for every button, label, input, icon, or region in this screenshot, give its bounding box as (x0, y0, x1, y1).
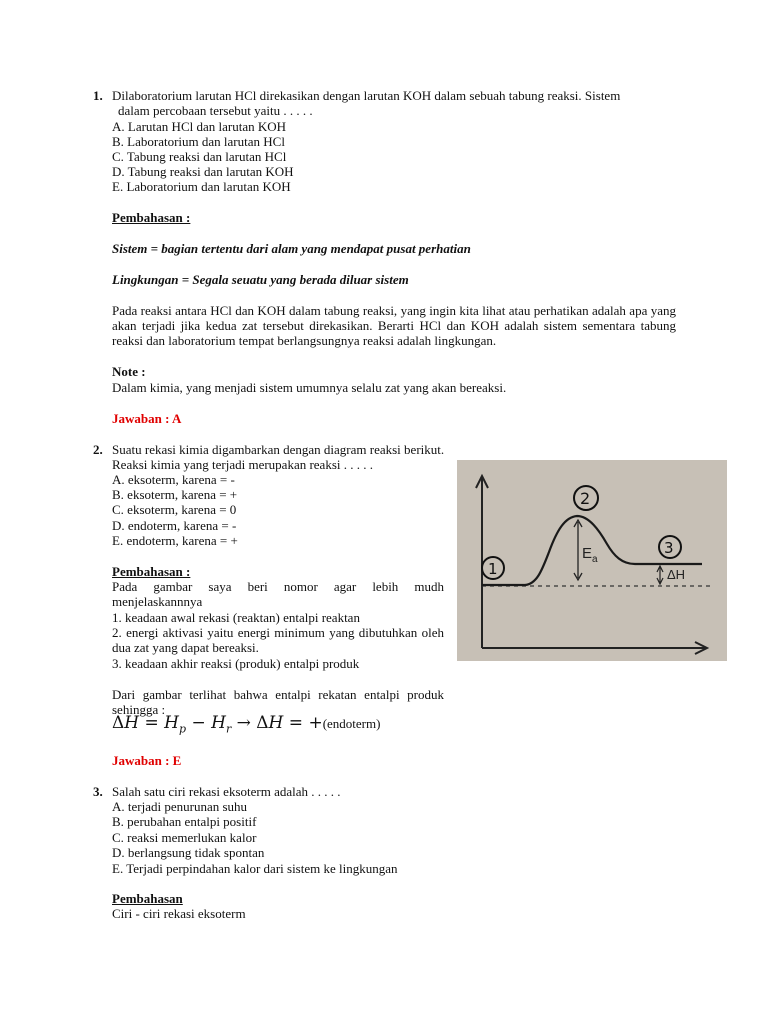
dh-label: ΔH (667, 567, 686, 582)
q2-pembahasan-title: Pembahasan : (112, 564, 191, 579)
q2-explain-text: Pada gambar saya beri nomor agar lebih mudh menjelaskannnya (112, 579, 444, 609)
q2-point-2: 2. energi aktivasi yaitu energi minimum yang dibutuhkan oleh dua zat yang dapat bereaksi. (112, 625, 444, 655)
q2-option-a: A. eksoterm, karena = - (112, 472, 235, 487)
q2-point-3: 3. keadaan akhir reaksi (produk) entalpi produk (112, 656, 360, 671)
q1-option-c: C. Tabung reaksi dan larutan HCl (112, 149, 287, 164)
energy-diagram (457, 460, 727, 661)
ea-label: $E_a$ (582, 545, 598, 565)
q3-ciri-text: Ciri - ciri rekasi eksoterm (112, 906, 246, 921)
mark-1: 1 (488, 560, 498, 578)
q2-conclusion: Dari gambar terlihat bahwa entalpi rekatan entalpi produk sehingga : (112, 687, 444, 717)
q1-note-text: Dalam kimia, yang menjadi sistem umumnya selalu zat yang akan bereaksi. (112, 380, 507, 395)
q1-option-d: D. Tabung reaksi dan larutan KOH (112, 164, 294, 179)
q2-number: 2. (93, 442, 103, 457)
q2-point-1: 1. keadaan awal rekasi (reaktan) entalpi reaktan (112, 610, 360, 625)
q2-option-b: B. eksoterm, karena = + (112, 487, 238, 502)
q1-option-e: E. Laboratorium dan larutan KOH (112, 179, 291, 194)
q1-stem-line1: Dilaboratorium larutan HCl direkasikan dengan larutan KOH dalam sebuah tabung reaksi. Sistem (112, 88, 621, 103)
q3-number: 3. (93, 784, 103, 799)
q3-option-c: C. reaksi memerlukan kalor (112, 830, 257, 845)
q3-option-e: E. Terjadi perpindahan kalor dari sistem ke lingkungan (112, 861, 398, 876)
q1-def-lingkungan: Lingkungan = Segala seuatu yang berada diluar sistem (112, 272, 409, 287)
q2-stem-line1: Suatu rekasi kimia digambarkan dengan diagram reaksi berikut. (112, 442, 445, 457)
reaction-diagram-photo (457, 460, 727, 661)
mark-2: 2 (580, 489, 591, 508)
q1-def-sistem: Sistem = bagian tertentu dari alam yang mendapat pusat perhatian (112, 241, 471, 256)
q1-note-title: Note : (112, 364, 146, 379)
q1-stem-line2: dalam percobaan tersebut yaitu . . . . . (118, 103, 313, 118)
q2-stem-line2: Reaksi kimia yang terjadi merupakan reaksi . . . . . (112, 457, 374, 472)
mark-3: 3 (664, 539, 674, 557)
q1-number: 1. (93, 88, 103, 103)
q1-paragraph: Pada reaksi antara HCl dan KOH dalam tabung reaksi, yang ingin kita lihat atau perhatikan adalah apa yang akan terjadi jika kedua zat tersebut direkasikan. Berarti HCl dan KOH adalah sistem sementara tabung reaksi dan laboratorium tempat berlangsungnya reaksi adalah lingkungan. (112, 303, 676, 348)
q2-option-e: E. endoterm, karena = + (112, 533, 238, 548)
q2-answer: Jawaban : E (112, 753, 182, 768)
q2-option-c: C. eksoterm, karena = 0 (112, 502, 237, 517)
formula-note: (endoterm) (322, 716, 381, 731)
q1-answer: Jawaban : A (112, 411, 182, 426)
q1-option-a: A. Larutan HCl dan larutan KOH (112, 119, 287, 134)
q3-stem: Salah satu ciri rekasi eksoterm adalah . . . . . (112, 784, 341, 799)
q3-option-b: B. perubahan entalpi positif (112, 814, 257, 829)
q3-option-a: A. terjadi penurunan suhu (112, 799, 248, 814)
q3-option-d: D. berlangsung tidak spontan (112, 845, 265, 860)
q1-pembahasan-title: Pembahasan : (112, 210, 191, 225)
enthalpy-formula: $\Delta H = H_p - H_r \to \Delta H$ = +(endoterm) (112, 713, 381, 736)
q3-pembahasan-title: Pembahasan (112, 891, 183, 906)
q1-option-b: B. Laboratorium dan larutan HCl (112, 134, 285, 149)
q2-option-d: D. endoterm, karena = - (112, 518, 237, 533)
